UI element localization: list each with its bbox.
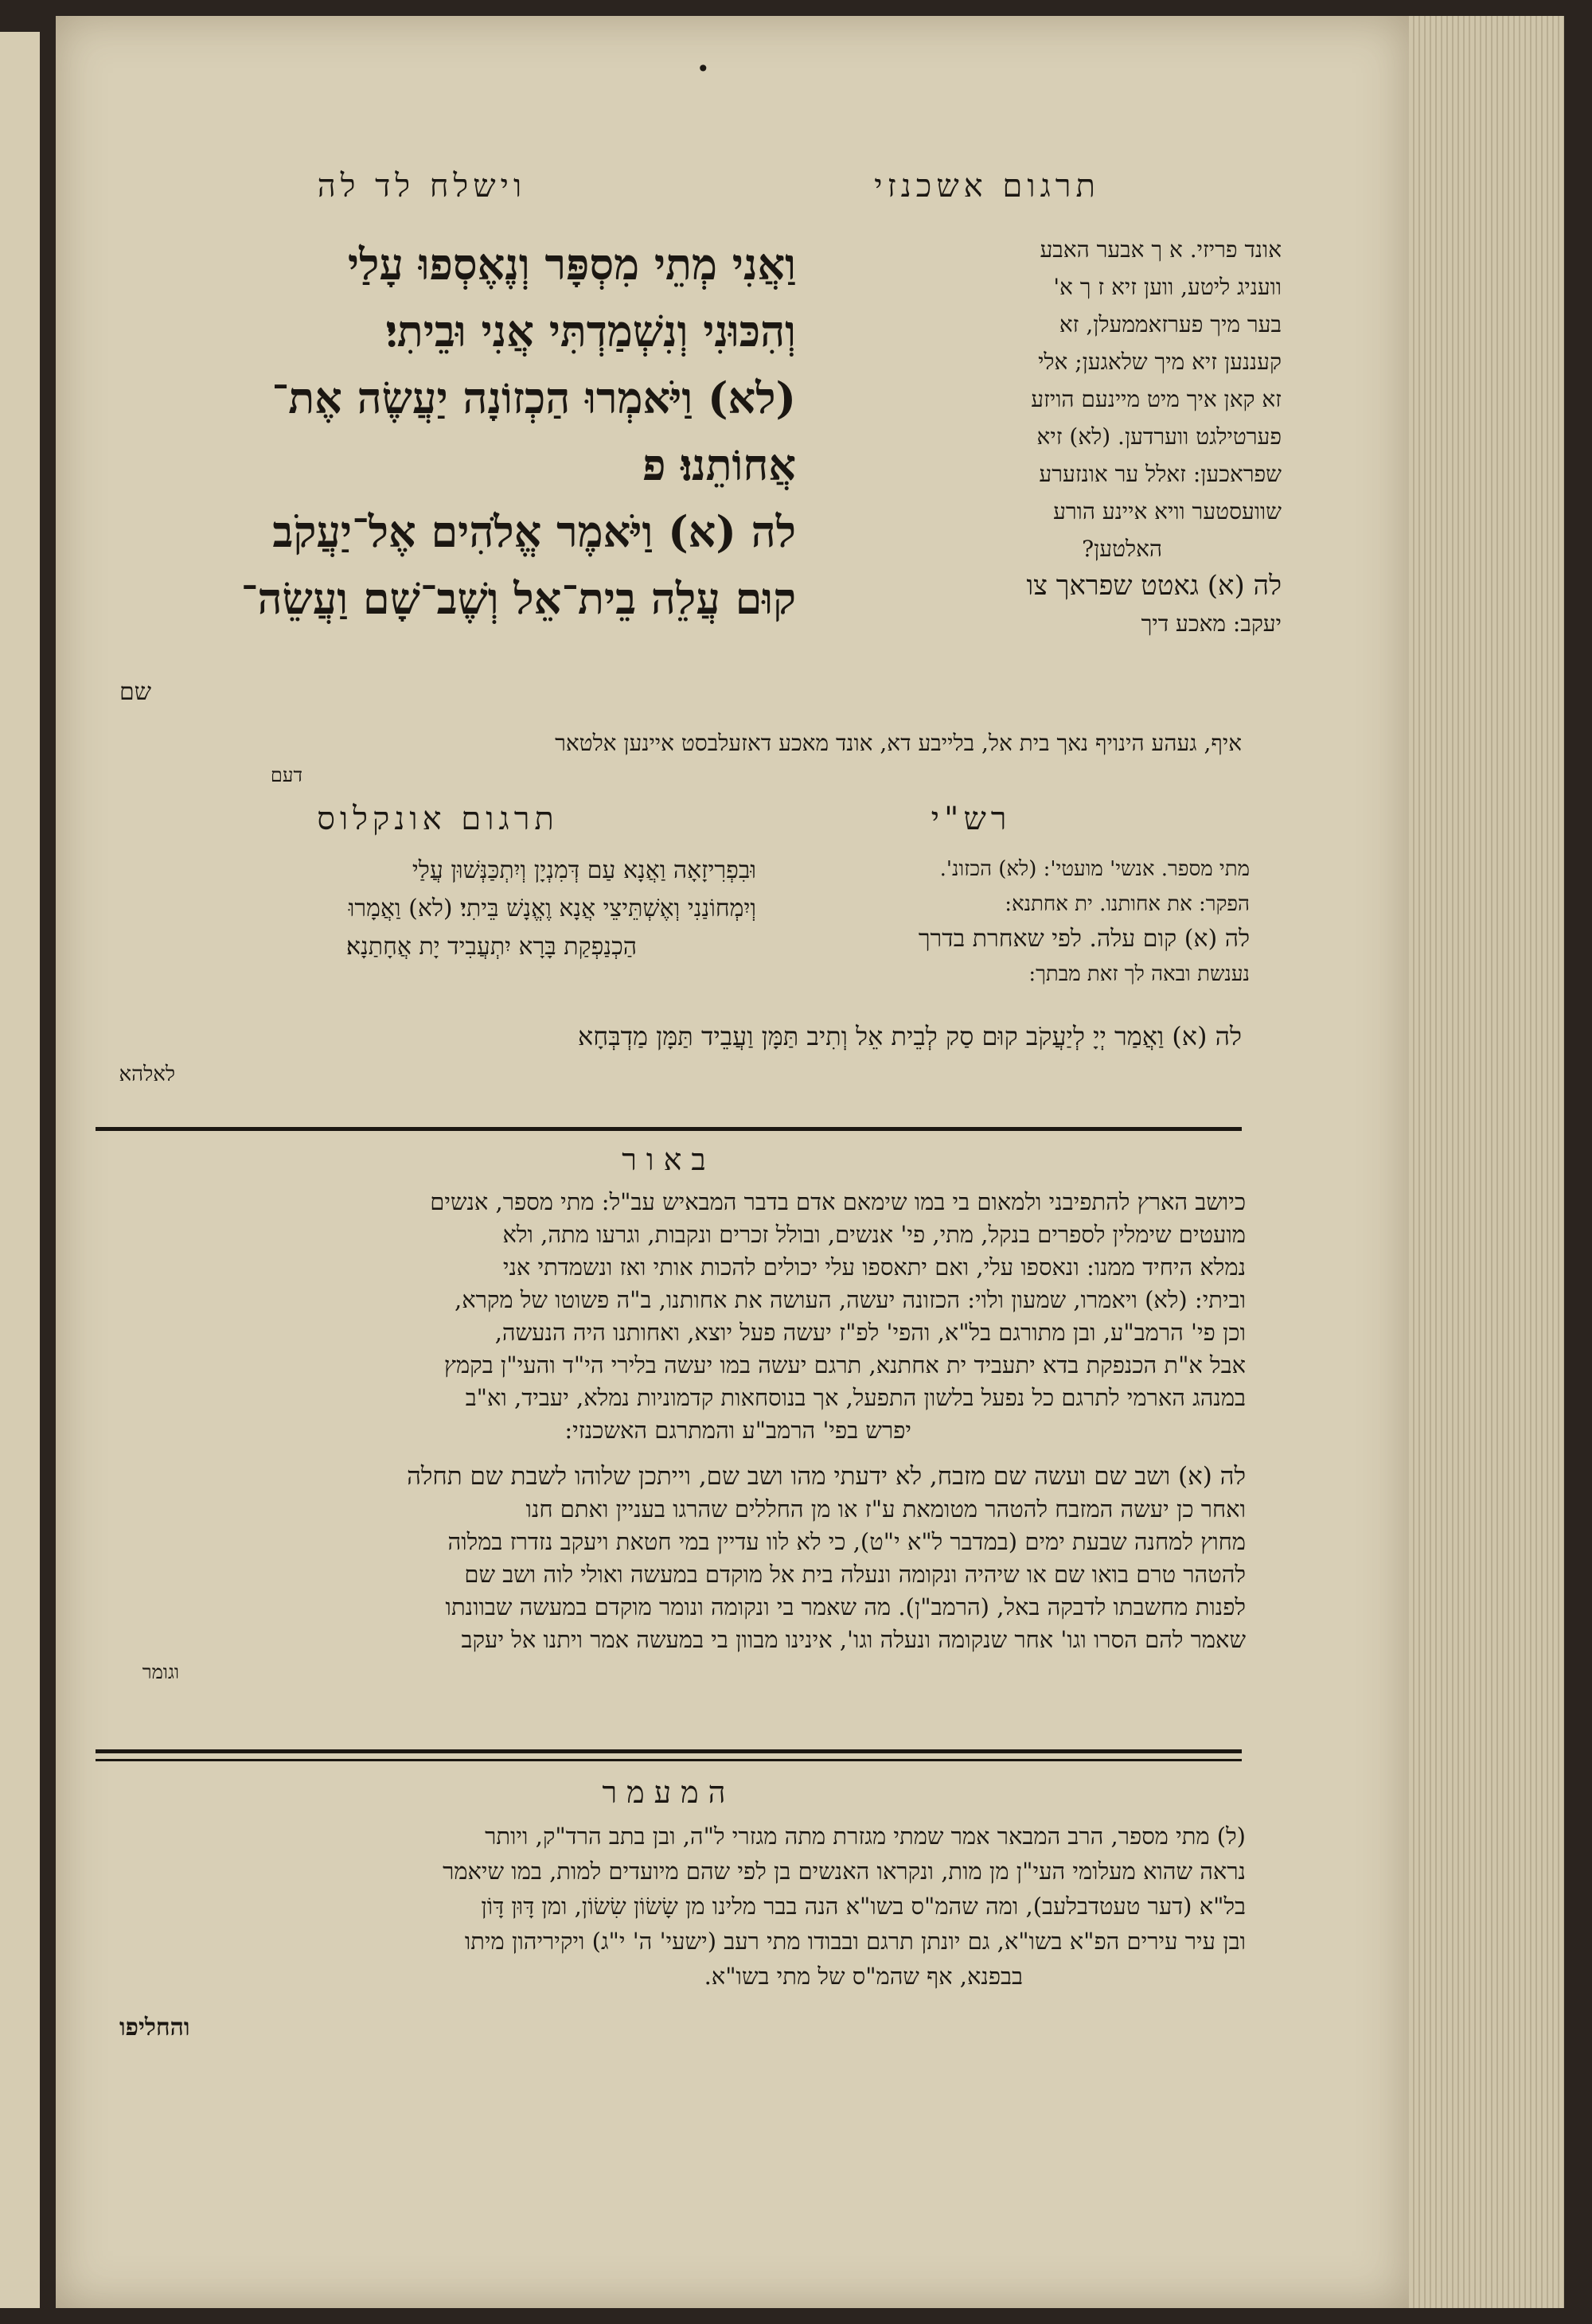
onkelos-column bbox=[103, 852, 756, 966]
biur-line: לפנות מחשבתו לדבקה באל, (הרמב"ן). מה שאמר בי ונקומה ונומר מוקדם במעשה שבוונתו bbox=[445, 1593, 1246, 1620]
biur-line: במנהג הארמי לתרגם כל נפעל בלשון התפעל, אך בנוסחאות קדמוניות נמלא, יעביד, וא"ב bbox=[465, 1384, 1246, 1411]
hamaamar-line: ובן עיר עירים הפ"א בשו"א, גם יונתן תרגם ובבודו מתי רעב (ישעי' ה' י"ג) ויקיריהון מיתו bbox=[464, 1928, 1246, 1955]
torah-line: אֲחוֹתֵנוּ׃ פ bbox=[642, 439, 796, 490]
biur-header: באור bbox=[622, 1142, 716, 1177]
onkelos-header: תרגום אונקלוס bbox=[317, 801, 559, 837]
biur-text bbox=[100, 1186, 1246, 1447]
section-divider bbox=[96, 1127, 1242, 1131]
biur-line: שאמר להם הסרו וגו' אחר שנקומה ונעלה וגו', אינינו מבוון בי במעשה אמר ויתנו אל יעקב bbox=[461, 1626, 1246, 1653]
onkelos-line: לה (א) וַאֲמַר יְיָ לְיַעֲקֹב קוּם סַק לְבֵית אֵל וְתִיב תַּמָּן וַעֲבֵיד תַּמָּן מַדְבְּחָא bbox=[578, 1021, 1242, 1051]
catchword-shem: שם bbox=[119, 678, 151, 706]
section-divider bbox=[96, 1749, 1242, 1753]
translation-line: קעננען זיא מיך שלאגען; אלי bbox=[1038, 349, 1282, 375]
torah-line: (לא) וַיֹּאמְרוּ הַכְזוֹנָה יַעֲשֶׂה אֶת־ bbox=[271, 372, 796, 423]
biur-line: יפרש בפי' הרמב"ע והמתרגם האשכנזי: bbox=[564, 1417, 911, 1444]
torah-line: לה (א) וַיֹּאמֶר אֱלֹהִים אֶל־יַעֲקֹב bbox=[272, 506, 796, 557]
translation-line: בער מיך פערזאממעלן, זא bbox=[1059, 311, 1282, 337]
biur-line: להטהר טרם בואו שם או שיהיה ונקומה ונעלה בית אל מוקדם במעשה ואולי לוה ושב שם bbox=[464, 1561, 1246, 1588]
translation-header: תרגום אשכנזי bbox=[874, 168, 1100, 205]
previous-page-edge bbox=[0, 32, 40, 2308]
hamaamar-line: בבפנא, אף שהמ"ס של מתי בשו"א. bbox=[704, 1963, 1023, 1990]
continuation-line: איף, געהע הינויף נאך בית אל, בלייבע דא, אונד מאכע דאזעלבסט איינען אלטאר bbox=[555, 730, 1242, 756]
biur-line: ואחר כן יעשה המזבח להטהר מטומאת ע"ז או מן החללים שהרגו בעניין ואתם חנו bbox=[525, 1495, 1246, 1523]
book-page bbox=[56, 16, 1409, 2308]
translation-continuation bbox=[103, 724, 1242, 789]
onkelos-line: וּבִפְרִיזָאָה וַאֲנָא עַם דְּמִנְיָן וְיִתְכַּנְּשׁוּן עֲלַי bbox=[412, 856, 756, 884]
onkelos-line: וְיִמְחוֹנַנִי וְאֶשְׁתֵּיצֵי אֲנָא וֶאֱנָשׁ בֵּיתִי׃ (לא) וַאֲמָרוּ bbox=[348, 895, 756, 922]
translation-line: האלטען? bbox=[1082, 536, 1162, 562]
translation-line: שוועסטער וויא איינע הורע bbox=[1053, 498, 1282, 524]
translation-line: יעקב: מאכע דיך bbox=[1141, 610, 1282, 637]
biur-line: מחוץ למחנה שבעת ימים (במדבר ל"א י"ט), כי לא לוו עדיין במי חטאת ויעקב נזדרז במלוה bbox=[447, 1528, 1246, 1555]
hamaamar-header: המעמר bbox=[602, 1775, 736, 1810]
parasha-header: וישלח לד לה bbox=[317, 168, 527, 205]
torah-line: קוּם עֲלֵה בֵית־אֵל וְשֶׁב־שָׁם וַעֲשֵׂה־ bbox=[240, 573, 796, 624]
rashi-column bbox=[772, 852, 1250, 992]
biur-line: כיושב הארץ להתפיבני ולמאום בי במו שימאם אדם בדבר המבאיש עב"ל: מתי מספר, אנשים bbox=[430, 1188, 1246, 1215]
rashi-line: הפקר: את אחותנו. ית אחתנא: bbox=[1005, 892, 1250, 916]
onkelos-line: הַכְנַפְקַת בָּרָא יִתְעֲבִיד יָת אֲחָתַנָא׃ bbox=[346, 933, 637, 961]
hamaamar-line: נראה שהוא מעלומי העי"ן מן מות, ונקראו האנשים בן לפי שהם מיועדים למות, במו שיאמר bbox=[443, 1858, 1246, 1885]
translation-line: פערטילגט ווערדען. (לא) זיא bbox=[1036, 423, 1282, 450]
hamaamar-line: בל"א (דער טעטדבלעב), ומה שהמ"ס בשו"א הנה בבר מלינו מן שָׂשׂוֹן שִׂשׂוֹן, ומן דָּוּן דָּוֹן bbox=[481, 1893, 1246, 1920]
catchword: והחליפו bbox=[119, 2014, 190, 2041]
onkelos-line: לאלהא bbox=[119, 1063, 175, 1086]
biur-line: וגומר bbox=[142, 1661, 179, 1683]
hamaamar-line: (ל) מתי מספר, הרב המבאר אמר שמתי מגזרת מתה מגזרי ל"ה, ובן בתב הרד"ק, ויותר bbox=[485, 1823, 1246, 1850]
page-top-mark: • bbox=[696, 56, 710, 82]
biur-line: אבל א"ת הכנפקת בדא יתעביד ית אחתנא, תרגם יעשה במו יעשה בלירי הי"ד והעי"ן בקמץ bbox=[443, 1351, 1246, 1378]
section-divider-thin bbox=[96, 1759, 1242, 1761]
rashi-line: נענשת ובאה לך זאת מבתך: bbox=[1028, 962, 1250, 986]
rashi-line: לה (א) קום עלה. לפי שאחרת בדרך bbox=[918, 925, 1250, 953]
biur-line: וכן פי' הרמב"ע, ובן מתורגם בל"א, והפי' לפ"ז יעשה פעל יוצא, ואחותנו היה הנעשה, bbox=[494, 1319, 1246, 1346]
continuation-line: דעם bbox=[270, 764, 302, 786]
translation-column bbox=[804, 231, 1282, 642]
biur-text-verse-35 bbox=[100, 1460, 1246, 1689]
biur-line: לה (א) ושב שם ועשה שם מזבח, לא ידעתי מהו ושב שם, וייתכן שלוהו לשבת שם תחלה bbox=[407, 1462, 1246, 1491]
biur-line: מועטים שימלין לספרים בנקל, מתי, פי' אנשים, ובולל זכרים ונקבות, וגרעו מתה, ולא bbox=[502, 1221, 1246, 1248]
rashi-header: רש"י bbox=[931, 801, 1012, 837]
translation-line: שפראכען: זאלל ער אונזערע bbox=[1039, 461, 1282, 487]
torah-line: וְהִכּוּנִי וְנִשְׁמַדְתִּי אֲנִי וּבֵיתִי׃ bbox=[385, 306, 796, 357]
translation-line: וועניג ליטע, ווען זיא ז ך א' bbox=[1053, 274, 1282, 300]
translation-line: לה (א) גאטט שפראך צו bbox=[1026, 570, 1282, 602]
biur-line: נמלא היחיד ממנו: ונאספו עלי, ואם יתאספו עלי יכולים להכות אותי ואז ונשמדתי אני bbox=[502, 1254, 1246, 1281]
torah-text-block bbox=[96, 231, 796, 632]
biur-line: וביתי: (לא) ויאמרו, שמעון ולוי: הכזונה יעשה, העושה את אחותנו, ב"ה פשוטו של מקרא, bbox=[455, 1286, 1246, 1313]
translation-line: זא קאן איך מיט מיינעם הויזע bbox=[1031, 386, 1282, 412]
onkelos-verse-35 bbox=[96, 1017, 1242, 1094]
hamaamar-text bbox=[100, 1819, 1246, 1994]
translation-line: אונד פריזי. א ך אבער האבע bbox=[1040, 236, 1282, 263]
rashi-line: מתי מספר. אנשי' מועטי': (לא) הכזונ'. bbox=[939, 857, 1250, 881]
torah-line: וַאֲנִי מְתֵי מִסְפָּר וְנֶאֶסְפוּ עָלַי bbox=[347, 239, 796, 290]
